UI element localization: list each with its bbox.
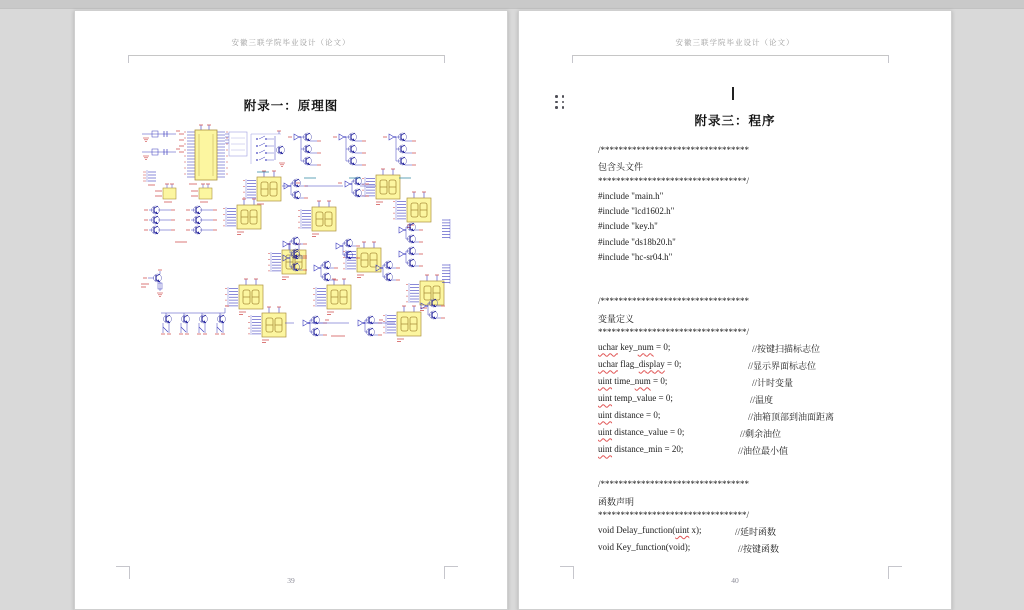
margin-mark-top-right [444,55,445,63]
page-header-text: 安徽三联学院毕业设计（论文） [675,38,795,47]
code-line: uint distance_min = 20; //油位最小值 [598,444,789,457]
code-comment: //延时函数 [735,527,777,538]
code-line: *********************************/ [598,326,750,337]
margin-mark-top-left [572,55,573,63]
code-line: #include "lcd1602.h" [598,206,675,217]
code-line: /********************************* [598,479,750,490]
code-line: uint distance_value = 0; //剩余油位 [598,427,782,440]
page-number: 40 [731,576,739,585]
code-line: 变量定义 [598,313,635,324]
code-line: void Key_function(void); //按键函数 [598,542,780,555]
code-line: *********************************/ [598,509,750,520]
text-cursor [732,87,734,100]
code-line: uchar key_num = 0; //按键扫描标志位 [598,342,821,355]
code-comment: //显示界面标志位 [748,361,817,372]
code-comment: //油位最小值 [738,446,789,457]
header-rule [572,55,888,56]
appendix-three-title: 附录三：程序 [694,114,776,128]
code-line: uint temp_value = 0; //温度 [598,393,774,406]
page-header-text: 安徽三联学院毕业设计（论文） [231,38,351,47]
code-line: 函数声明 [598,496,635,507]
code-line: void Delay_function(uint x); //延时函数 [598,525,777,538]
appendix-one-title: 附录一：原理图 [243,99,339,113]
code-comment: //油箱顶部到油面距离 [748,412,835,423]
margin-mark-top-left [128,55,129,63]
code-line: uchar flag_display = 0; //显示界面标志位 [598,359,817,372]
code-line: uint distance = 0; //油箱顶部到油面距离 [598,410,835,423]
code-line: /********************************* [598,296,750,307]
code-line: *********************************/ [598,175,750,186]
paragraph-drag-handle-icon[interactable] [555,95,564,109]
code-line: #include "ds18b20.h" [598,236,676,247]
code-line: 包含头文件 [598,162,644,173]
code-comment: //剩余油位 [740,429,782,440]
document-page-39 [74,10,508,610]
circuit-schematic-image[interactable] [139,120,453,352]
document-page-40 [518,10,952,610]
code-line: uint time_num = 0; //计时变量 [598,376,794,389]
code-line: #include "main.h" [598,190,664,201]
window-top-strip [0,0,1024,9]
code-comment: //温度 [750,395,774,406]
code-line: #include "key.h" [598,221,658,232]
code-comment: //计时变量 [752,378,794,389]
code-comment: //按键扫描标志位 [752,344,821,355]
margin-mark-top-right [888,55,889,63]
code-line: /********************************* [598,145,750,155]
code-line: #include "hc-sr04.h" [598,252,673,263]
page-number: 39 [287,576,295,585]
code-comment: //按键函数 [738,544,780,555]
code-block[interactable] [598,145,918,559]
header-rule [128,55,444,56]
